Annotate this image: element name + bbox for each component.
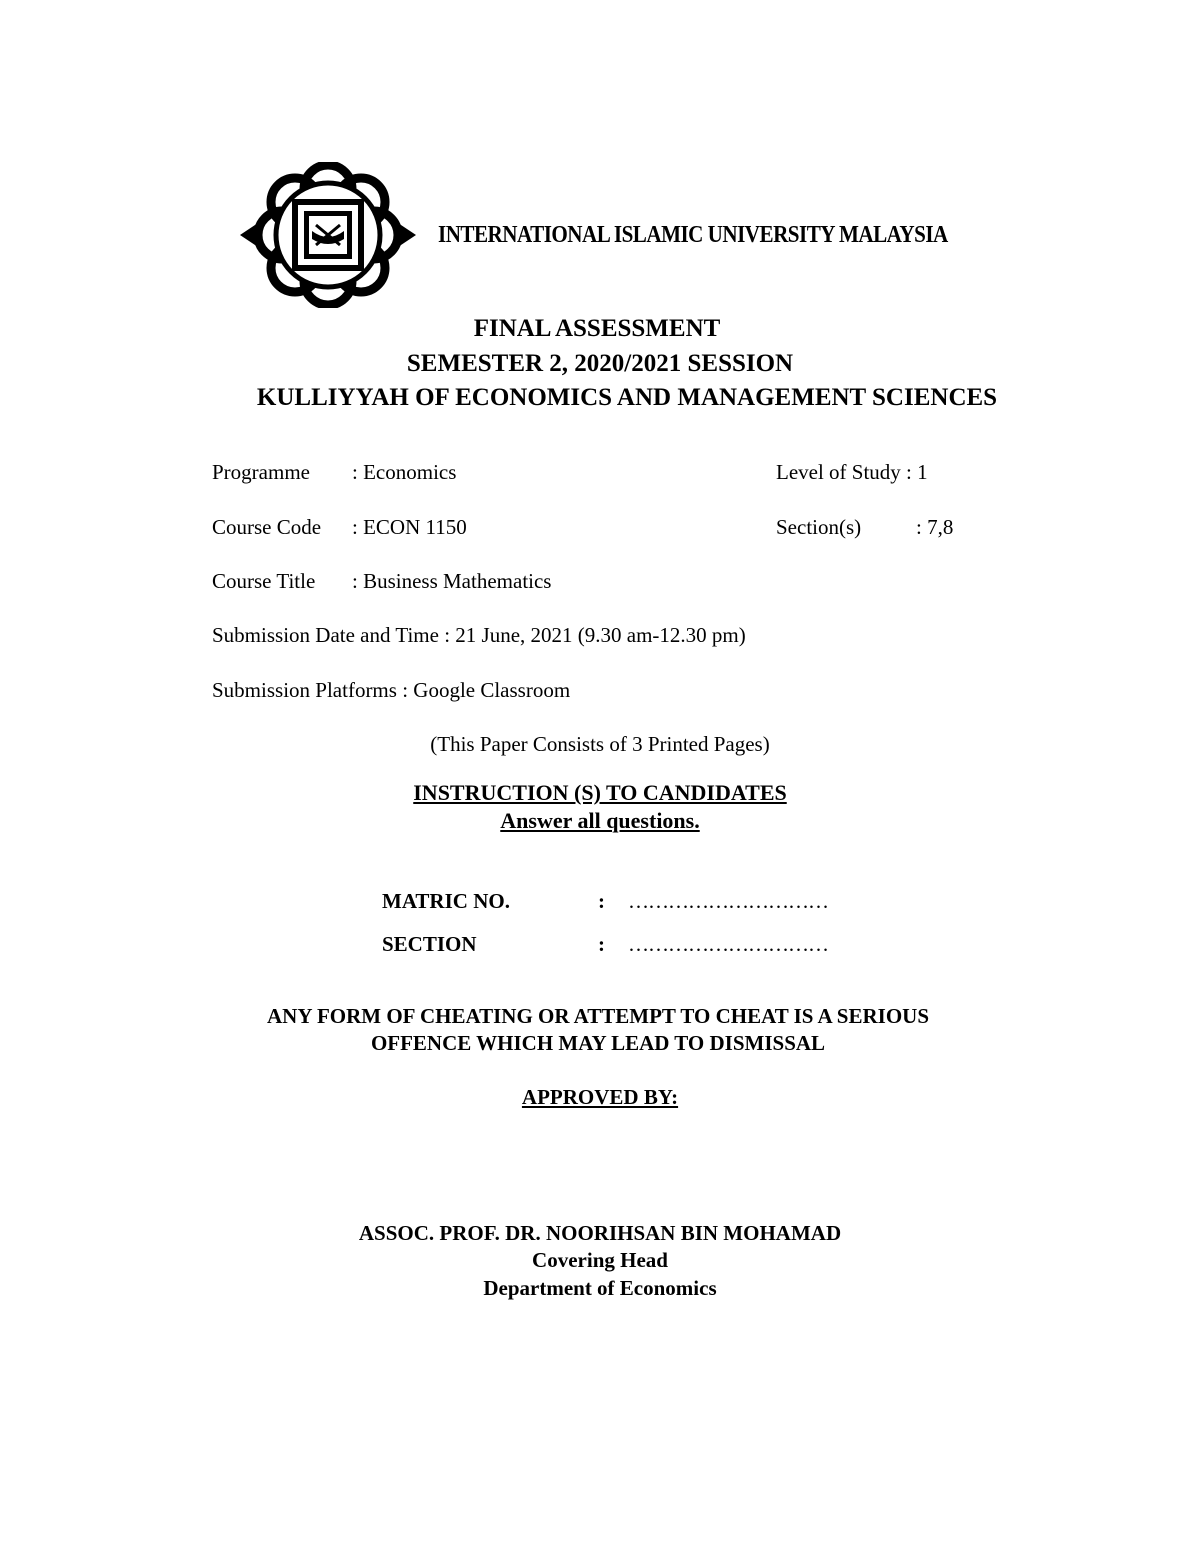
section-colon: : — [598, 932, 605, 956]
instructions-heading: INSTRUCTION (S) TO CANDIDATES — [413, 780, 787, 805]
approved-by-heading: APPROVED BY: — [521, 1085, 679, 1109]
course-title-label: Course Title — [212, 569, 316, 593]
course-code-value: : ECON 1150 — [352, 515, 467, 539]
programme-row — [212, 459, 456, 485]
course-title-row — [212, 568, 551, 594]
arabic-name-top — [436, 164, 964, 222]
submission-platform: Submission Platforms : Google Classroom — [212, 678, 571, 702]
section-row — [776, 514, 953, 540]
section-blank[interactable]: ………………………… — [628, 932, 828, 956]
section-value: : 7,8 — [916, 515, 954, 539]
cheating-warning-line1: ANY FORM OF CHEATING OR ATTEMPT TO CHEAT IS A SERIOUS — [266, 1004, 929, 1028]
level-of-study: Level of Study : 1 — [776, 460, 928, 484]
arabic-name-bottom — [432, 250, 964, 308]
pages-note: (This Paper Consists of 3 Printed Pages) — [430, 732, 770, 756]
programme-label: Programme — [212, 460, 310, 484]
submission-date: Submission Date and Time : 21 June, 2021 (9.30 am-12.30 pm) — [212, 623, 746, 647]
matric-no-blank[interactable]: ………………………… — [628, 889, 828, 913]
instructions-text: Answer all questions. — [500, 808, 700, 833]
section-fill-label: SECTION — [382, 932, 477, 956]
matric-no-label: MATRIC NO. — [382, 889, 510, 913]
kulliyyah-title: KULLIYYAH OF ECONOMICS AND MANAGEMENT SCIENCES — [256, 384, 998, 411]
approver-department: Department of Economics — [483, 1276, 717, 1300]
assessment-title: FINAL ASSESSMENT — [473, 315, 721, 342]
course-code-label: Course Code — [212, 515, 322, 539]
course-title-value: : Business Mathematics — [352, 569, 552, 593]
section-label: Section(s) — [776, 515, 862, 539]
approver-role: Covering Head — [532, 1248, 668, 1272]
programme-value: : Economics — [352, 460, 457, 484]
course-code-row — [212, 514, 467, 540]
matric-colon: : — [598, 889, 605, 913]
university-english-name: INTERNATIONAL ISLAMIC UNIVERSITY MALAYSIA — [438, 222, 948, 248]
approver-name: ASSOC. PROF. DR. NOORIHSAN BIN MOHAMAD — [358, 1221, 842, 1245]
matric-no-row — [382, 888, 828, 914]
university-emblem-icon — [236, 162, 420, 308]
university-logo — [236, 162, 966, 310]
cheating-warning-line2: OFFENCE WHICH MAY LEAD TO DISMISSAL — [370, 1031, 826, 1055]
semester-title: SEMESTER 2, 2020/2021 SESSION — [406, 350, 794, 377]
section-fill-row — [382, 931, 828, 957]
